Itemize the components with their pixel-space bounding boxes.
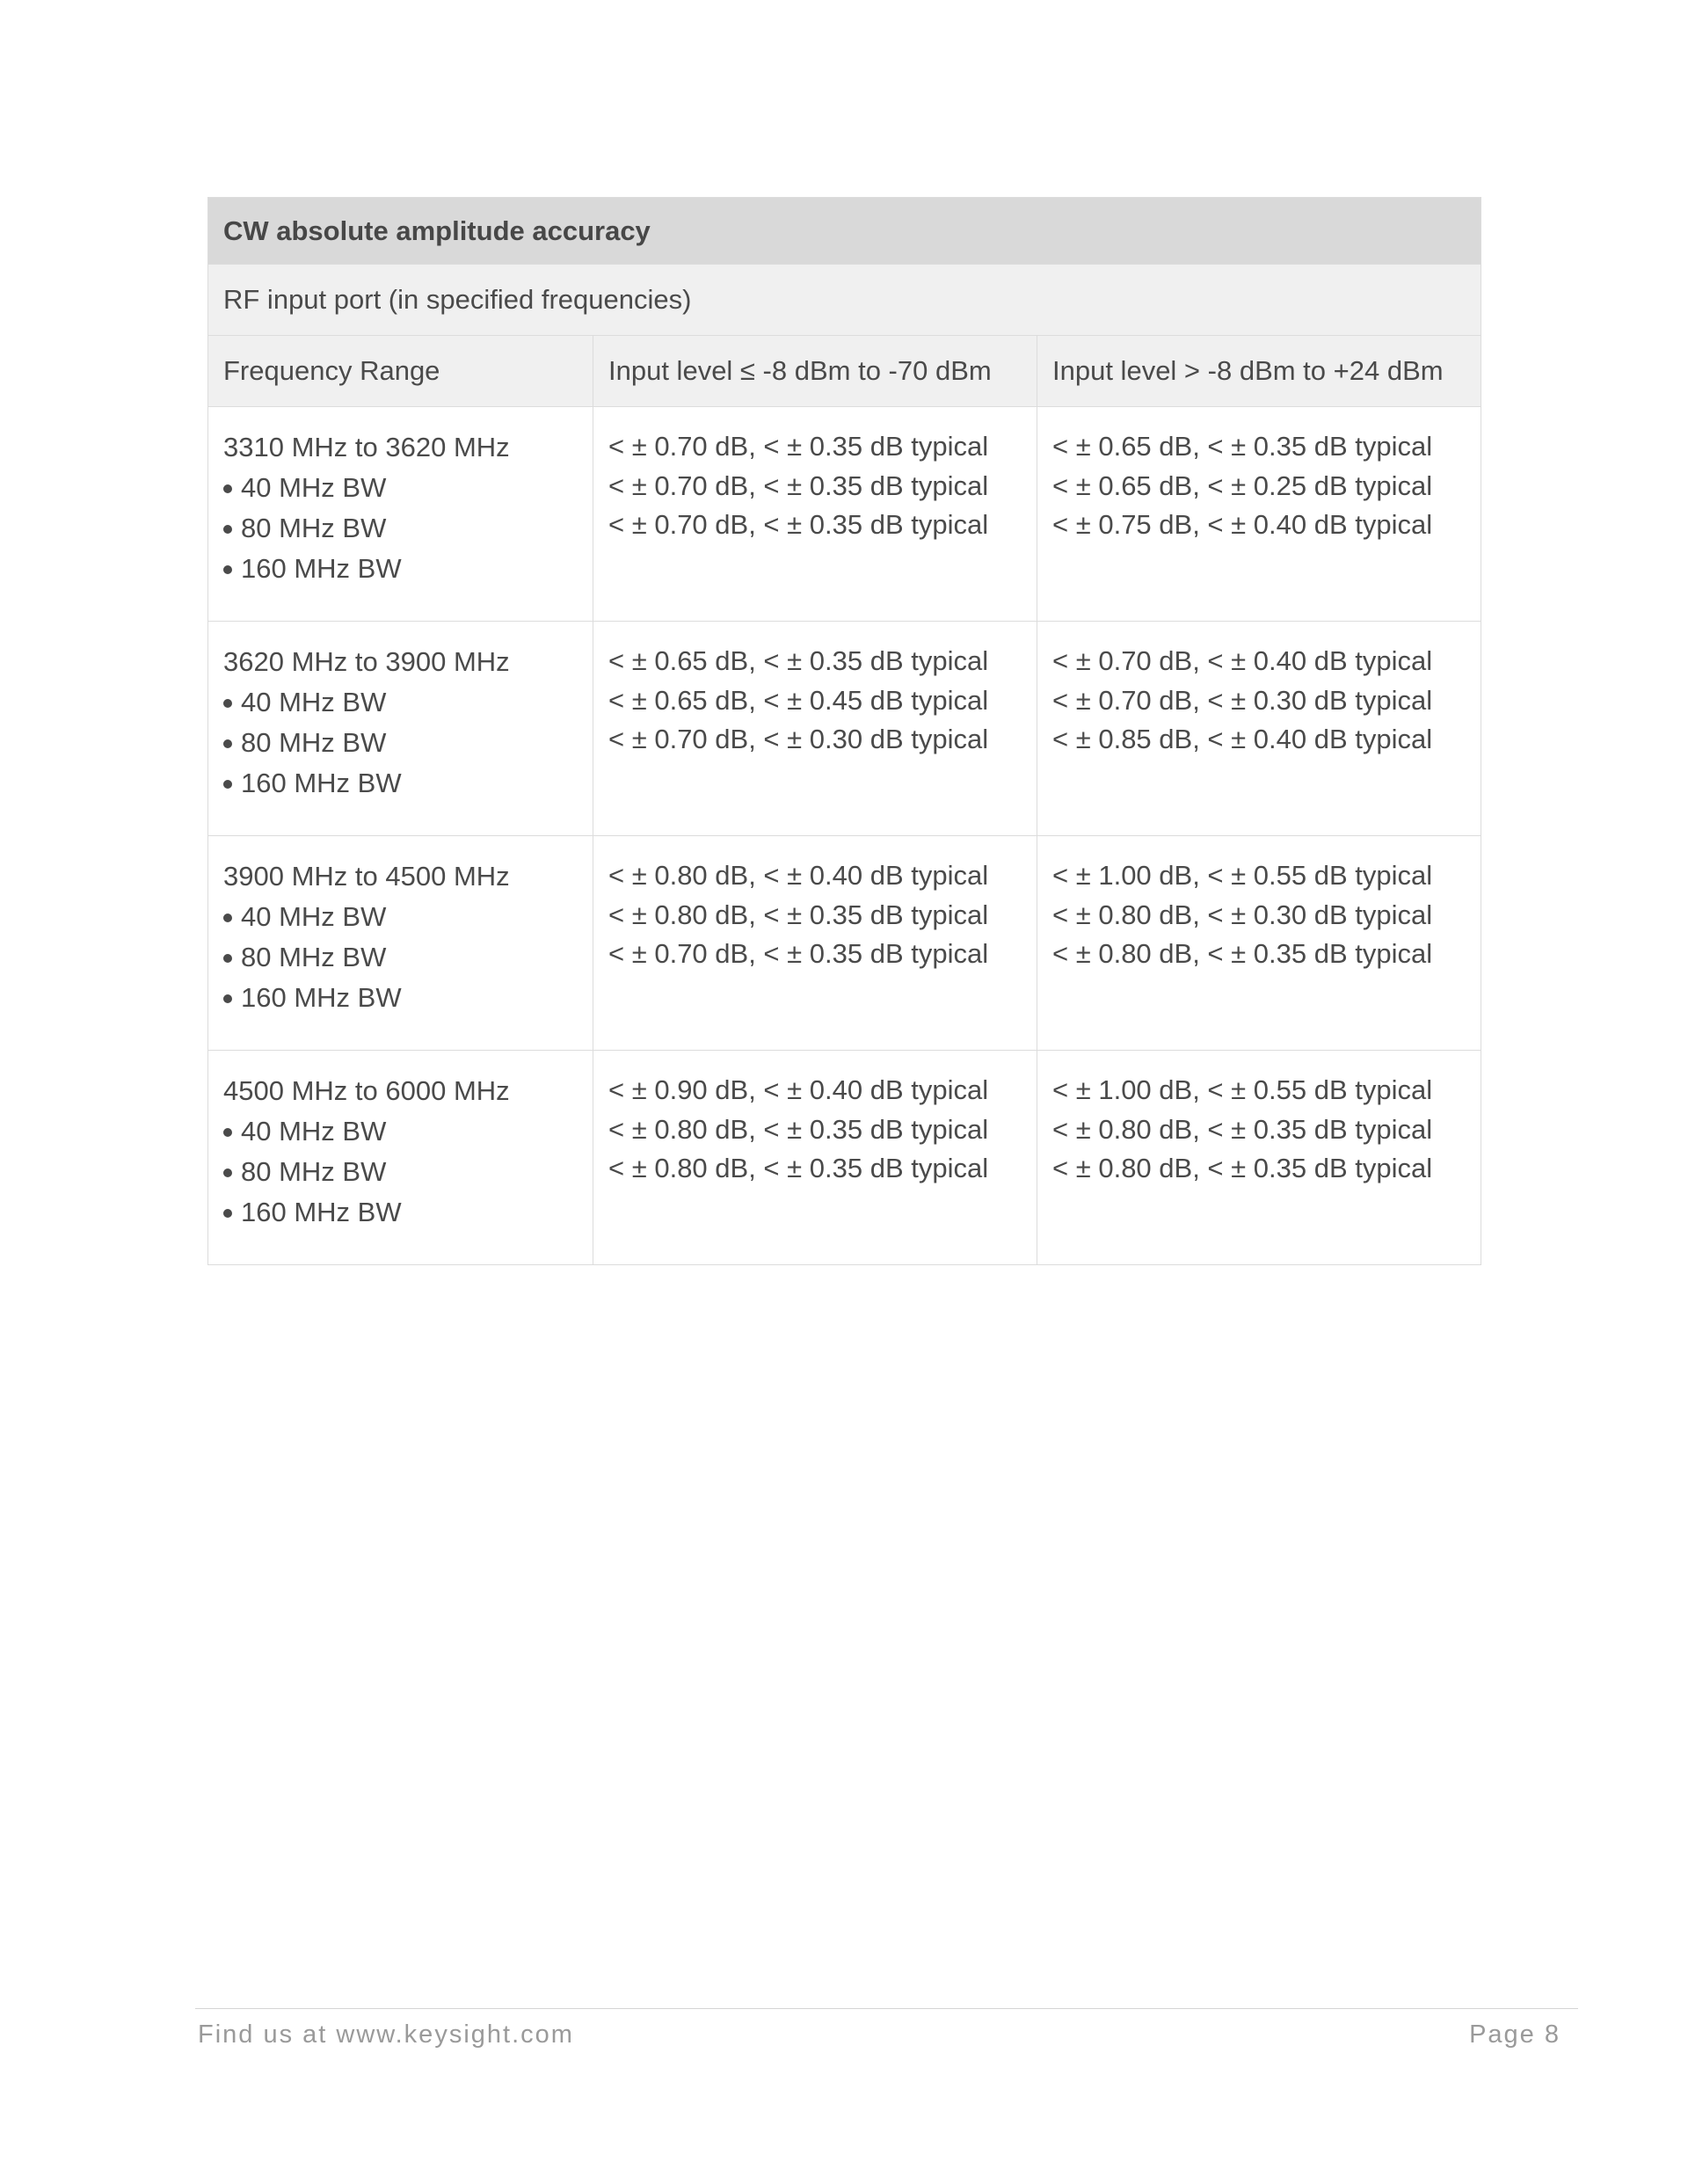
table-header-row (208, 336, 1481, 407)
table-row (208, 836, 1481, 1051)
bandwidth-item: 40 MHz BW (223, 682, 578, 723)
spec-table (207, 197, 1481, 1265)
bandwidth-list (223, 468, 578, 589)
accuracy-value: < ± 0.70 dB, < ± 0.40 dB typical (1052, 645, 1433, 676)
table-row (208, 1051, 1481, 1265)
spec-table-body (208, 198, 1481, 1265)
bandwidth-item: 160 MHz BW (223, 978, 578, 1018)
table-row (208, 622, 1481, 836)
bandwidth-list (223, 1111, 578, 1233)
bandwidth-item: 40 MHz BW (223, 468, 578, 508)
accuracy-value: < ± 0.80 dB, < ± 0.35 dB typical (608, 899, 989, 930)
footer-divider (195, 2008, 1578, 2009)
high-level-accuracy-cell (1037, 836, 1481, 1051)
accuracy-value: < ± 0.65 dB, < ± 0.35 dB typical (1052, 431, 1433, 462)
frequency-range-cell (208, 407, 593, 622)
accuracy-value: < ± 0.90 dB, < ± 0.40 dB typical (608, 1074, 989, 1105)
accuracy-value: < ± 0.65 dB, < ± 0.45 dB typical (608, 684, 989, 716)
bandwidth-item: 40 MHz BW (223, 897, 578, 937)
accuracy-value: < ± 0.85 dB, < ± 0.40 dB typical (1052, 724, 1433, 754)
bandwidth-item: 160 MHz BW (223, 763, 578, 804)
bandwidth-item: 80 MHz BW (223, 508, 578, 549)
low-level-accuracy-cell (593, 407, 1037, 622)
frequency-range-cell (208, 1051, 593, 1265)
accuracy-value: < ± 0.70 dB, < ± 0.35 dB typical (608, 431, 989, 462)
bandwidth-list (223, 897, 578, 1018)
frequency-range-cell (208, 622, 593, 836)
table-title-row (208, 198, 1481, 265)
column-header-high-input-level: Input level > -8 dBm to +24 dBm (1037, 336, 1481, 407)
accuracy-value: < ± 0.75 dB, < ± 0.40 dB typical (1052, 509, 1433, 540)
bandwidth-item: 80 MHz BW (223, 937, 578, 978)
accuracy-value: < ± 0.65 dB, < ± 0.35 dB typical (608, 645, 989, 676)
low-level-accuracy-cell (593, 1051, 1037, 1265)
high-level-accuracy-cell (1037, 407, 1481, 622)
column-header-low-input-level: Input level ≤ -8 dBm to -70 dBm (593, 336, 1037, 407)
bandwidth-item: 40 MHz BW (223, 1111, 578, 1152)
accuracy-value: < ± 1.00 dB, < ± 0.55 dB typical (1052, 1074, 1433, 1105)
accuracy-value: < ± 0.80 dB, < ± 0.35 dB typical (1052, 1113, 1433, 1145)
bandwidth-list (223, 682, 578, 804)
bandwidth-item: 160 MHz BW (223, 549, 578, 589)
accuracy-value: < ± 0.80 dB, < ± 0.35 dB typical (608, 1113, 989, 1145)
accuracy-value: < ± 0.80 dB, < ± 0.35 dB typical (1052, 1153, 1433, 1183)
frequency-range-label: 3310 MHz to 3620 MHz (223, 432, 510, 462)
accuracy-value: < ± 0.80 dB, < ± 0.40 dB typical (608, 860, 989, 891)
frequency-range-label: 3620 MHz to 3900 MHz (223, 646, 510, 677)
accuracy-value: < ± 1.00 dB, < ± 0.55 dB typical (1052, 860, 1433, 891)
frequency-range-cell (208, 836, 593, 1051)
accuracy-value: < ± 0.70 dB, < ± 0.35 dB typical (608, 938, 989, 969)
bandwidth-item: 80 MHz BW (223, 723, 578, 763)
footer-website-text: Find us at www.keysight.com (198, 2020, 574, 2049)
accuracy-value: < ± 0.70 dB, < ± 0.30 dB typical (608, 724, 989, 754)
high-level-accuracy-cell (1037, 622, 1481, 836)
accuracy-value: < ± 0.65 dB, < ± 0.25 dB typical (1052, 470, 1433, 501)
accuracy-value: < ± 0.80 dB, < ± 0.35 dB typical (608, 1153, 989, 1183)
accuracy-value: < ± 0.80 dB, < ± 0.35 dB typical (1052, 938, 1433, 969)
column-header-frequency-range: Frequency Range (208, 336, 593, 407)
accuracy-value: < ± 0.70 dB, < ± 0.30 dB typical (1052, 684, 1433, 716)
table-subtitle-row (208, 265, 1481, 336)
table-subtitle: RF input port (in specified frequencies) (208, 265, 1481, 336)
accuracy-value: < ± 0.80 dB, < ± 0.30 dB typical (1052, 899, 1433, 930)
low-level-accuracy-cell (593, 836, 1037, 1051)
bandwidth-item: 80 MHz BW (223, 1152, 578, 1192)
page-number: Page 8 (1469, 2020, 1561, 2049)
accuracy-value: < ± 0.70 dB, < ± 0.35 dB typical (608, 509, 989, 540)
low-level-accuracy-cell (593, 622, 1037, 836)
high-level-accuracy-cell (1037, 1051, 1481, 1265)
frequency-range-label: 4500 MHz to 6000 MHz (223, 1075, 510, 1106)
table-row (208, 407, 1481, 622)
bandwidth-item: 160 MHz BW (223, 1192, 578, 1233)
accuracy-value: < ± 0.70 dB, < ± 0.35 dB typical (608, 470, 989, 501)
frequency-range-label: 3900 MHz to 4500 MHz (223, 861, 510, 892)
table-title: CW absolute amplitude accuracy (208, 198, 1481, 265)
